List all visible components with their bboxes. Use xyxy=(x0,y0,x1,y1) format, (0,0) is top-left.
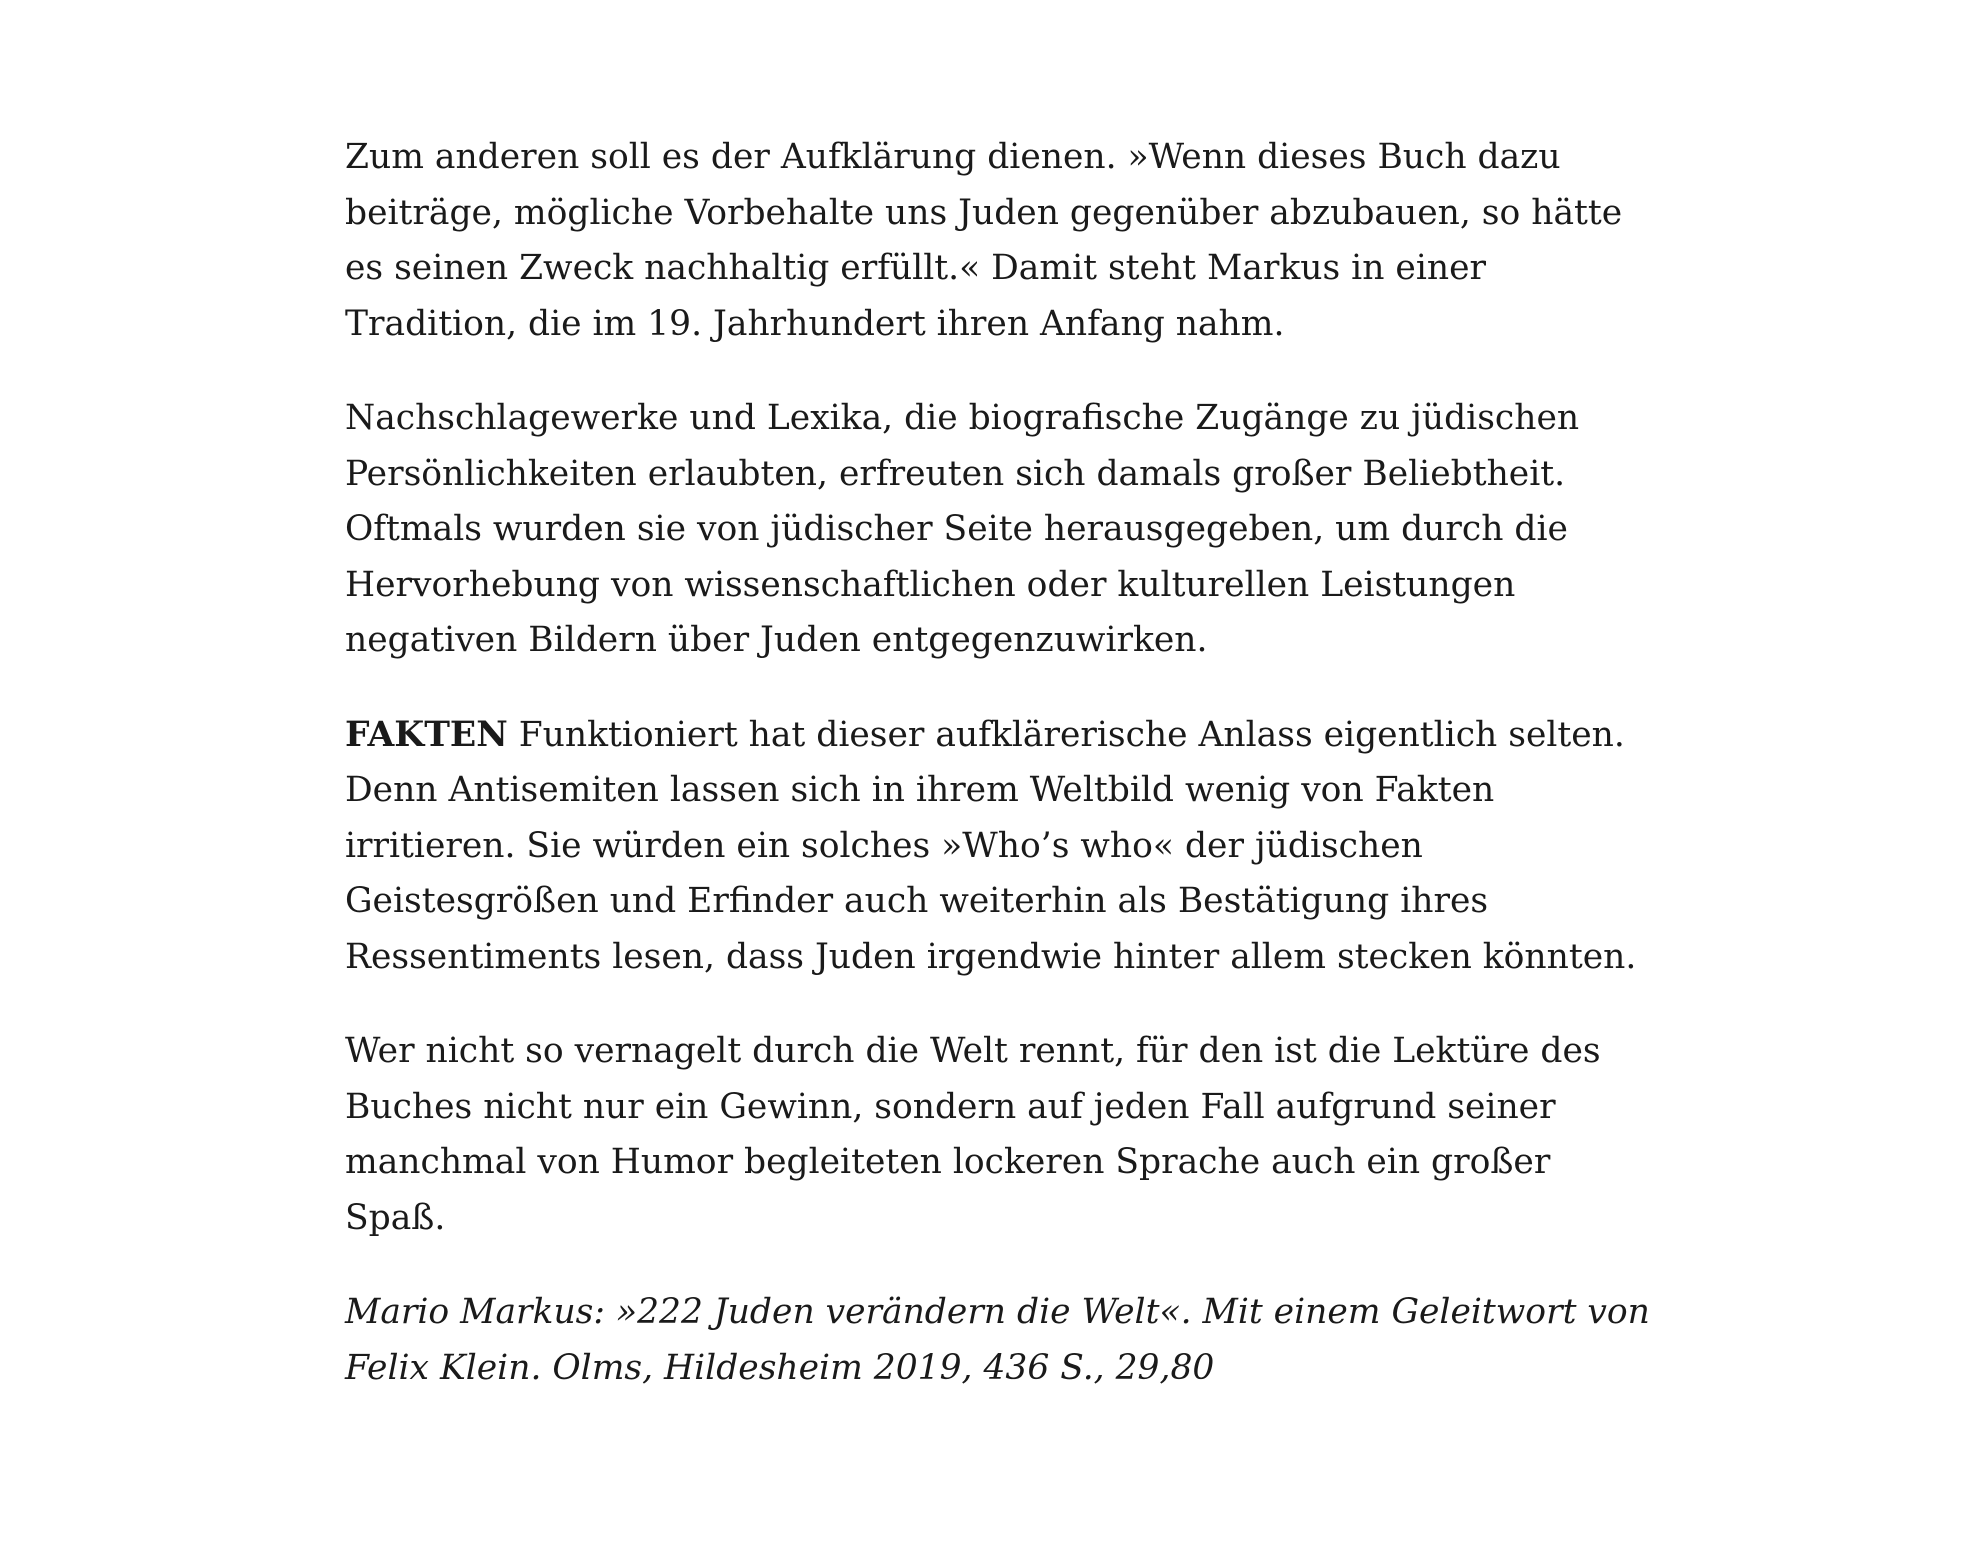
paragraph-text: Nachschlagewerke und Lexika, die biografische Zugänge zu jüdischen Persönlichkeiten erlaubten, erfreuten sich damals großer Beliebtheit. Oftmals wurden sie von jüdischer Seite herausgegeben, um durch die Hervorhebung von wissenschaftlichen oder kulturellen Leistungen negativen Bildern über Juden entgegenzuwirken. xyxy=(345,398,1580,660)
paragraph-text: Wer nicht so vernagelt durch die Welt rennt, für den ist die Lektüre des Buches nicht nur ein Gewinn, sondern auf jeden Fall aufgrund seiner manchmal von Humor begleiteten lockeren Sprache auch ein großer Spaß. xyxy=(345,1031,1601,1238)
section-lead-word: FAKTEN xyxy=(345,714,508,755)
book-credit-text: Mario Markus: »222 Juden verändern die Welt«. Mit einem Geleitwort von Felix Klein. Olms, Hildesheim 2019, 436 S., 29,80 xyxy=(345,1292,1650,1388)
paragraph-1 xyxy=(345,130,1655,352)
book-credit xyxy=(345,1285,1655,1396)
paragraph-text: Funktioniert hat dieser aufklärerische Anlass eigentlich selten. Denn Antisemiten lassen sich in ihrem Weltbild wenig von Fakten irritieren. Sie würden ein solches »Who’s who« der jüdischen Geistesgrößen und Erfinder auch weiterhin als Bestätigung ihres Ressentiments lesen, dass Juden irgendwie hinter allem stecken könnten. xyxy=(345,714,1637,977)
paragraph-text: Zum anderen soll es der Aufklärung dienen. »Wenn dieses Buch dazu beiträge, mögliche Vorbehalte uns Juden gegenüber abzubauen, so hätte es seinen Zweck nachhaltig erfüllt.« Damit steht Markus in einer Tradition, die im 19. Jahrhundert ihren Anfang nahm. xyxy=(345,137,1623,344)
paragraph-3 xyxy=(345,708,1655,986)
article-body xyxy=(345,130,1655,1435)
paragraph-4 xyxy=(345,1024,1655,1246)
paragraph-2 xyxy=(345,391,1655,669)
